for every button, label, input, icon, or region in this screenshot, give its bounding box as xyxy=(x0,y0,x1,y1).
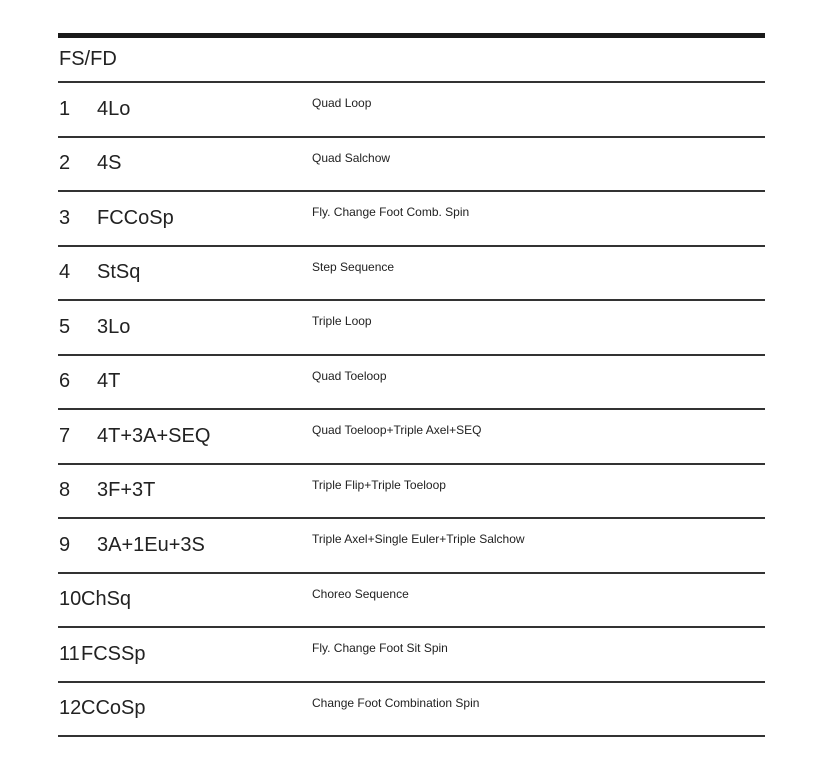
element-code: 4T xyxy=(97,370,121,393)
element-description: Fly. Change Foot Sit Spin xyxy=(312,641,448,656)
table-row xyxy=(58,138,765,193)
element-description: Quad Salchow xyxy=(312,150,391,165)
element-description: Triple Flip+Triple Toeloop xyxy=(312,477,446,492)
table-row xyxy=(58,192,765,247)
element-code: 4Lo xyxy=(97,97,131,120)
element-code: StSq xyxy=(97,261,141,284)
row-number: 11 xyxy=(59,642,80,665)
element-code: ChSq xyxy=(81,588,132,611)
element-code: 3Lo xyxy=(97,315,131,338)
element-description: Change Foot Combination Spin xyxy=(312,695,480,710)
element-code: 3A+1Eu+3S xyxy=(97,533,205,556)
element-description: Step Sequence xyxy=(312,259,395,274)
element-description: Quad Loop xyxy=(312,96,372,111)
row-number: 9 xyxy=(59,533,71,556)
row-number: 12 xyxy=(59,697,82,720)
table-row xyxy=(58,465,765,520)
table-header-label: FS/FD xyxy=(59,48,117,70)
table-row xyxy=(58,628,765,683)
row-number: 8 xyxy=(59,479,71,502)
element-description: Triple Axel+Single Euler+Triple Salchow xyxy=(312,532,525,547)
table-row xyxy=(58,683,765,738)
element-description: Triple Loop xyxy=(312,314,372,329)
element-code: FCCoSp xyxy=(97,206,174,229)
element-code: 4S xyxy=(97,152,122,175)
row-number: 5 xyxy=(59,315,71,338)
elements-table xyxy=(58,33,765,737)
row-number: 1 xyxy=(59,97,71,120)
table-row xyxy=(58,83,765,138)
element-code: 3F+3T xyxy=(97,479,156,502)
row-number: 2 xyxy=(59,152,71,175)
table-row xyxy=(58,301,765,356)
element-description: Fly. Change Foot Comb. Spin xyxy=(312,205,470,220)
row-number: 10 xyxy=(59,588,82,611)
element-description: Quad Toeloop+Triple Axel+SEQ xyxy=(312,423,482,438)
table-header xyxy=(58,38,765,83)
row-number: 7 xyxy=(59,424,71,447)
element-description: Choreo Sequence xyxy=(312,586,409,601)
table-row xyxy=(58,519,765,574)
element-code: CCoSp xyxy=(81,697,146,720)
element-code: FCSSp xyxy=(81,642,146,665)
table-row xyxy=(58,574,765,629)
table-row xyxy=(58,356,765,411)
row-number: 4 xyxy=(59,261,71,284)
element-code: 4T+3A+SEQ xyxy=(97,424,211,447)
table-row xyxy=(58,410,765,465)
element-description: Quad Toeloop xyxy=(312,368,387,383)
table-row xyxy=(58,247,765,302)
row-number: 3 xyxy=(59,206,71,229)
row-number: 6 xyxy=(59,370,71,393)
